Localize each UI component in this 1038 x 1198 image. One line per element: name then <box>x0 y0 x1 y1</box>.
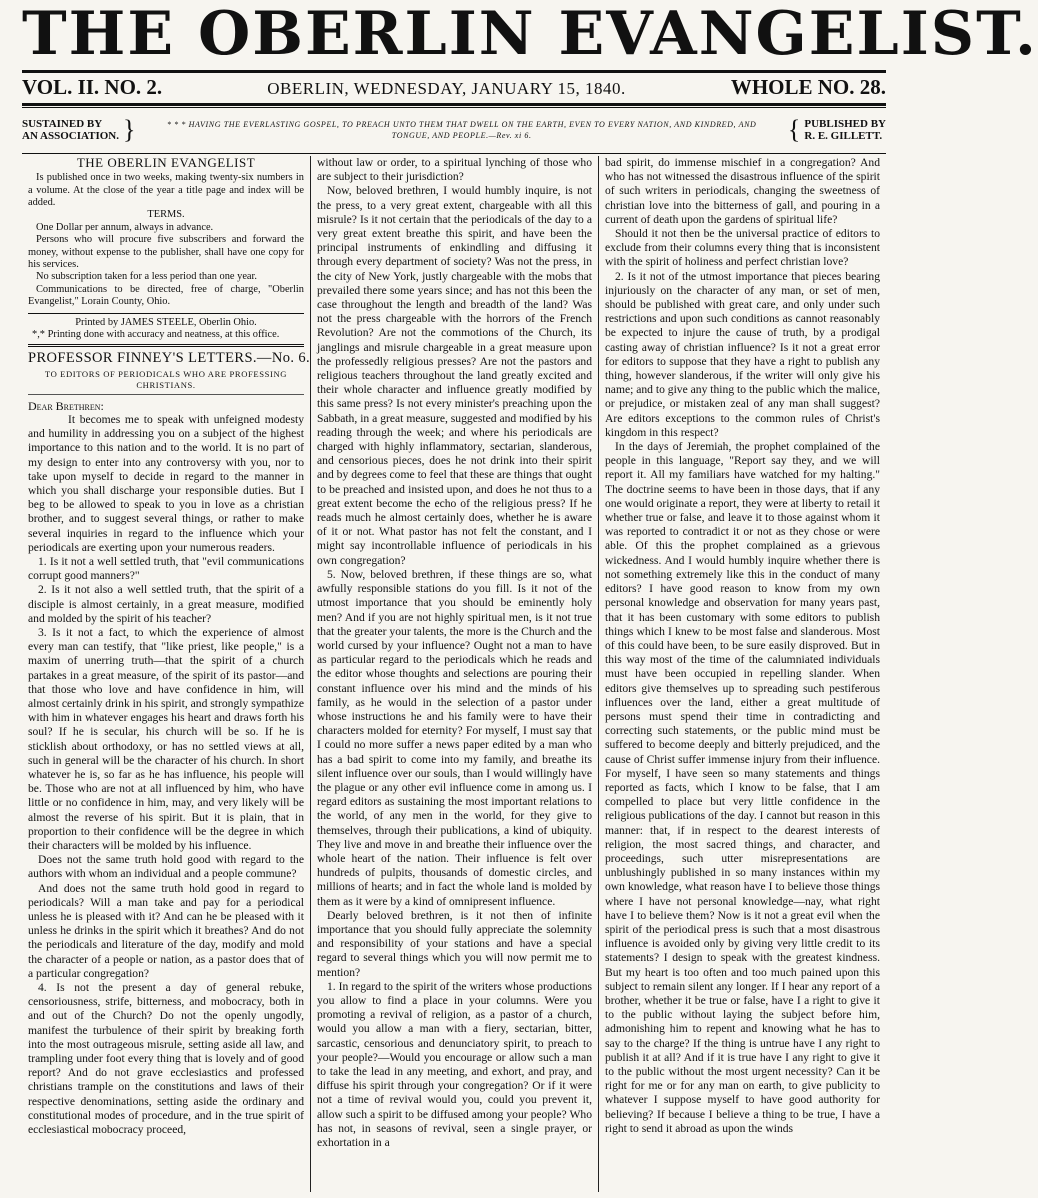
notice-intro: Is published once in two weeks, making twenty-six numbers in a volume. At the close of the year a title page and index will be added. <box>28 172 304 209</box>
sustained-by: SUSTAINED BY AN ASSOCIATION. <box>22 118 119 142</box>
notice-title: THE OBERLIN EVANGELIST <box>76 155 256 170</box>
notice-body <box>28 172 304 308</box>
paragraph: Now, beloved brethren, I would humbly inquire, is not the press, to a very great extent, chargeable with all this misrule? Is it not certain that the periodicals of the day to a very great extent breathe this spirit, and have been the principal instruments of enkindling and diffusing it through every department of society? Was not the press, in the city of New York, justly chargeable with the mobs that prevailed there some years since; and has not this been the case throughout the length and breadth of the land? Was not the press chargeable with the horrors of the French Revolution? Are not the commotions of the Church, its janglings and misrule chargeable in a great measure upon the professedly religious presses? Are not the pastors and religious teachers throughout the land greatly excited and their whole character and influence greatly modified by this same press? Is not every minister's preaching upon the Sabbath, in a great measure, suggested and modified by his reading through the week; and where his periodicals are charged with highly inflammatory, sectarian, slanderous, and censorious pieces, does he not drink into their spirit and by degrees come to feel that these are things that ought to be preached and insisted upon, and does he not thus to a great extent become the echo of the religious press? If he reads much he almost certainly does, whether he is aware of it or not. What pastor has not felt the constant, and I might say incontrollable influence of periodicals in his own congregation? <box>317 184 592 567</box>
salutation: Dear Brethren: <box>28 398 104 413</box>
article-columns <box>22 156 886 1192</box>
dateline-bar <box>22 73 886 103</box>
paragraph: It becomes me to speak with unfeigned modesty and humility in addressing you on a subject of the highest importance to this nation and to the world. It is no part of my design to enter into any controversy with you, nor to take upon myself to decide in regard to the manner in which you shall discharge your responsible duties. But I beg to be allowed to speak to you in love as a christian brother, and to suggest several things, or rather to make several inquiries in regard to the influence which your periodicals are exerting upon your numerous readers. <box>28 412 304 554</box>
paragraph: 1. Is it not a well settled truth, that "evil communications corrupt good manners?" <box>28 554 304 583</box>
paragraph: 4. Is not the present a day of general rebuke, censoriousness, strife, bitterness, and mobocracy, both in and out of the Church? Do not the openly ungodly, manifest the turbulence of their spirit by breaking forth into the most outrageous misrule, setting aside all law, and trampling under foot every thing that is lovely and of good report? And do not grave ecclesiastics and professed christians trample on the constitutions and laws of their respective denominations, setting aside the ordinary and constitutional modes of procedure, and in the true spirit of ecclesiastical mobocracy proceed, <box>28 981 304 1137</box>
issue-date: OBERLIN, WEDNESDAY, JANUARY 15, 1840. <box>267 79 626 98</box>
paragraph: 2. Is it not of the utmost importance that pieces bearing injuriously on the character of any man, or set of men, should be published with great care, and only under such restrictions and upon such conditions as cannot reasonably be expected to injure the cause of truth, by a prodigal casting away of christian influence? Is it not a great error for editors to suppose that they have a right to publish any thing, however slanderous, if the writer will only give his name; and to give any thing to the public which the malice, or prejudice, or mistaken zeal of any man shall suggest? Are editors exceptions to the common rules of Christ's kingdom in this respect? <box>605 269 880 439</box>
paragraph: In the days of Jeremiah, the prophet complained of the people in this language, "Report say they, and we will report it. All my familiars have watched for my halting." The doctrine seems to have been in those days, that if any one would originate a report, they were at liberty to retail it whether true or false, and leave it to those against whom it was reported to contradict it or not as they chose or were able. Of this the prophet complained as a grievous wickedness. And I would humbly inquire whether there is not something extremely like this in the conduct of many editors? I have good reason to know from my own personal knowledge and observation for many years past, that it has been customary with some editors to publish things which I knew to be most false and slanderous. Most of this could have been, to be sure easily disproved. But in this way most of the time of the calumniated individuals must have been occupied in repelling slander. When editors give themselves up to spreading such pestiferous influences over the land, either a great multitude of persons must spend their time in contradicting and correcting such statements, or the public mind must be suffered to become deeply and bitterly prejudiced, and the cause of Christ suffer immense injury from their influence. For myself, I have seen so many statements and things reported as facts, which I know to be false, that I am compelled to place but very little confidence in the religious publications of the day. I cannot but reason in this manner: that, if in respect to the dearest interests of religion, the most sacred things, and character, and proceedings, such utter misrepresentations are unblushingly published in so many instances within my own knowledge, what reason have I to believe those things where I have not personal knowledge—nay, what right have I to believe them? Now is it not a great evil when the spirit of the periodical press is such that a most disastrous influence is avoided only by giving very little credit to its statements? I design to speak with the greatest kindness. But my heart is too often and too much pained upon this subject to remain silent any longer. If I hear any report of a brother, whether it be true or false, have I a right to give it to the public without laying the subject before him, admonishing him to repent and knowing what he has to say to the charge? If the thing is untrue have I any right to publish it at all? And if it is true have I any right to give it to the public without the most urgent necessity? Can it be right for me or for any man on earth, to give publicity to whatever I suppose myself to have good authority for believing? If because I believe a thing to be true, I have a right to send it abroad as upon the winds <box>605 440 880 1135</box>
volume-number: VOL. II. NO. 2. <box>22 75 163 99</box>
paragraph: without law or order, to a spiritual lynching of those who are subject to their jurisdiction? <box>317 156 592 184</box>
paragraph: 2. Is it not also a well settled truth, that the spirit of a disciple is almost certainly, in a great measure, modified and molded by the spirit of his teacher? <box>28 583 304 625</box>
subheading <box>22 108 886 152</box>
subhead-rule <box>22 153 886 154</box>
brace-right: { <box>787 115 801 144</box>
paragraph: And does not the same truth hold good in regard to periodicals? Will a man take and pay for a periodical unless he is pleased with it? And can he be pleased with it unless he drinks in the spirit which it breathes? And do not the periodicals and literature of the day, modify and mold the character of a people or nation, as a pastor does that of a particular congregation? <box>28 881 304 980</box>
printer-credit: Printed by JAMES STEELE, Oberlin Ohio. <box>75 316 257 328</box>
dateline-rule <box>22 103 886 106</box>
paragraph: Should it not then be the universal practice of editors to exclude from their columns every thing that is inconsistent with the spirit of holiness and perfect christian love? <box>605 227 880 269</box>
column-1 <box>22 156 310 1192</box>
terms-item: No subscription taken for a less period than one year. <box>36 271 258 283</box>
masthead-title: THE OBERLIN EVANGELIST. <box>22 0 1038 69</box>
terms-item: Persons who will procure five subscribers and forward the money, without expense to the publisher, shall have one copy for his services. <box>28 234 304 271</box>
terms-heading: TERMS. <box>147 209 185 221</box>
paragraph: Dearly beloved brethren, is it not then of infinite importance that you should fully appreciate the solemnity and responsibility of your stations and have a special regard to several things which you will now permit me to mention? <box>317 908 592 979</box>
scripture-motto: * * * HAVING THE EVERLASTING GOSPEL, TO PREACH UNTO THEM THAT DWELL ON THE EARTH, EVEN TO EVERY NATION, AND KINDRED, AND TONGUE, AND PEOPLE.—Rev. xi 6. <box>166 120 757 140</box>
paragraph: bad spirit, do immense mischief in a congregation? And who has not witnessed the disastrous influence of the spirit of such writers in periodicals, changing the sweetness of christian love into the bitterness of gall, and pouring in a current of death upon the gardens of spiritual life? <box>605 156 880 226</box>
paragraph: 5. Now, beloved brethren, if these things are so, what awfully responsible stations do you fill. Is it not of the utmost importance that you should be eminently holy men? And if you are not highly spiritual men, is it not true that the greater your talents, the more is the Church and the world cursed by your influence? Ought not a man to have as particular regard to the periodicals which he reads and the editor whose thoughts and selections are pouring their constant influence over his mind and the minds of his family, as he would in the selection of a pastor under whose instructions he and his family were to have their characters molded for eternity? For myself, I must say that I could no more suffer a news paper edited by a man who has a bad spirit to come into my family, and breathe its silent influence over our souls, than I would willingly have the plague or any other evil influence come in among us. I regard editors as sustaining the most important relations to the world, of any men in the world, for they give to themselves, through their publications, a kind of ubiquity. They live and move in and breathe their influence over the whole heart of the nation. Their influence is felt over hundreds of pulpits, thousands of domestic circles, and millions of hearts; and in fact the whole land is molded by them as it were by a kind of omnipresent influence. <box>317 567 592 908</box>
paragraph: 1. In regard to the spirit of the writers whose productions you allow to find a place in your columns. Were you promoting a revival of religion, as a pastor of a church, would you allow a man with a fiery, sectarian, bitter, sarcastic, censorious and denunciatory spirit, to preach to your people?—Would you encourage or allow such a man to take the lead in any meeting, and exhort, and pray, and diffuse his spirit through your congregation? Or if it were not a time of revival would you, could you prevent it, allow such a spirit to be diffused among your people? Who has not, in seasons of revival, seen a single prayer, or exhortation in a <box>317 979 592 1150</box>
terms-item: One Dollar per annum, always in advance. <box>36 221 214 233</box>
article-title: PROFESSOR FINNEY'S LETTERS.—No. 6. <box>28 350 311 367</box>
column-2 <box>310 156 598 1192</box>
published-by: PUBLISHED BY R. E. GILLETT. <box>804 118 886 142</box>
brace-left: } <box>123 115 136 144</box>
terms-item: Communications to be directed, free of charge, "Oberlin Evangelist," Lorain County, Ohio. <box>28 283 304 308</box>
paragraph: Does not the same truth hold good with regard to the authors with whom an individual and a people commune? <box>28 853 304 881</box>
article-address: TO EDITORS OF PERIODICALS WHO ARE PROFESSING CHRISTIANS. <box>28 369 304 395</box>
printer-box <box>28 313 304 348</box>
printing-note: *,* Printing done with accuracy and neatness, at this office. <box>32 329 280 341</box>
column-3 <box>598 156 886 1192</box>
whole-number: WHOLE NO. 28. <box>730 75 886 99</box>
paragraph: 3. Is it not a fact, to which the experience of almost every man can testify, that "like priest, like people," is a maxim of unerring truth—that the spirit of a church partakes in a great measure, of the spirit of its pastor—and that those who love and have confidence in him, will almost certainly drink in his spirit, and strongly sympathize with him in whatever engages his heart and draws forth his soul? If he is secular, his church will be so. If he is sticklish about orthodoxy, or has no settled views at all, such in general will be the character of his church. In short whatever he is, so far as he has influence, his people will be. Those who are not at all influenced by him, who have little or no confidence in him, may, and very likely will be almost the reverse of his spirit. But it is plain, that in proportion to their confidence will be the degree in which their characters will be molded by his influence. <box>28 625 304 852</box>
